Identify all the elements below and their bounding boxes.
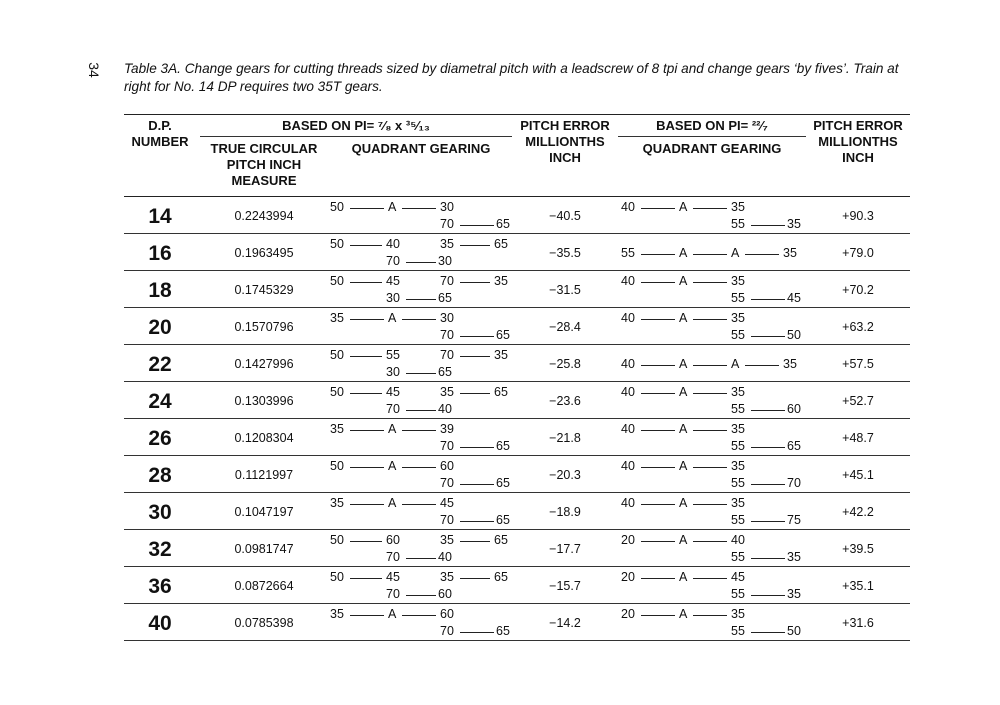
pi2-gear-stud: 35	[731, 200, 745, 214]
pi2-gear-driver: 40	[621, 496, 635, 510]
table-row	[124, 382, 910, 419]
table-row	[124, 456, 910, 493]
pi2-gear-driven: 65	[787, 439, 801, 453]
pi1-gear-compound: 70	[440, 513, 454, 527]
pitch-measure: 0.1745329	[234, 283, 294, 297]
pi1-gear-link	[350, 356, 382, 357]
pi2-gear-link	[693, 393, 727, 394]
pi2-gear-driven: 35	[783, 246, 797, 260]
pi1-gear-link	[350, 282, 382, 283]
header-error2: PITCH ERROR MILLIONTHS INCH	[813, 118, 903, 165]
pi2-gear-compound: 55	[731, 587, 745, 601]
pi2-gear-driven: 45	[787, 291, 801, 305]
pi2-gear-link	[641, 282, 675, 283]
pi2-gear-link	[641, 467, 675, 468]
pi2-gear-compound: 55	[731, 624, 745, 638]
header-error1: PITCH ERROR MILLIONTHS INCH	[520, 118, 610, 165]
pi1-gear-stud: 30	[440, 311, 454, 325]
pi1-gear-driven: 65	[496, 439, 510, 453]
pitch-error-2: +79.0	[842, 246, 874, 260]
pi2-gear-stud: 35	[731, 496, 745, 510]
pi1-gear-driver: 35	[330, 607, 344, 621]
pi1-gear-stud: 40	[386, 237, 400, 251]
pi2-gear-idler: A	[679, 311, 688, 325]
pi2-gear-link	[693, 254, 727, 255]
pi2-gear-link	[641, 578, 675, 579]
pitch-measure: 0.2243994	[234, 209, 294, 223]
pitch-measure: 0.1570796	[234, 320, 294, 334]
pitch-error-1: −31.5	[549, 283, 581, 297]
table-row	[124, 530, 910, 567]
pi1-gear-stud: 60	[440, 459, 454, 473]
pi2-gear-driven: 60	[787, 402, 801, 416]
pi1-gear-driven: 65	[496, 513, 510, 527]
pi1-gear-driver: 35	[330, 496, 344, 510]
pi1-gear-idler: A	[388, 311, 397, 325]
dp-number: 18	[148, 279, 172, 302]
table-row	[124, 345, 910, 382]
pitch-measure: 0.0981747	[234, 542, 294, 556]
pi1-gear-link	[350, 393, 382, 394]
pi1-gear-stud: 60	[386, 533, 400, 547]
pi2-gear-driven: 50	[787, 328, 801, 342]
pi1-gear-stud: 45	[386, 274, 400, 288]
pi2-gear-link	[751, 484, 785, 485]
pi1-gear-link	[460, 484, 494, 485]
pi1-gear-idler: A	[388, 459, 397, 473]
pi2-gear-stud: 35	[731, 385, 745, 399]
pi2-gear-idler: A	[679, 246, 688, 260]
pitch-error-2: +35.1	[842, 579, 874, 593]
pi2-gear-compound: 55	[731, 291, 745, 305]
pitch-error-1: −14.2	[549, 616, 581, 630]
pi2-gear-driver: 40	[621, 459, 635, 473]
pi2-gear-link	[641, 319, 675, 320]
table-row	[124, 234, 910, 271]
pi1-gear-driver: 50	[330, 385, 344, 399]
pi1-gear-compound: 35	[440, 237, 454, 251]
page-number: 34	[85, 62, 102, 78]
pi1-gear-link	[402, 467, 436, 468]
pi2-gear-compound: 55	[731, 550, 745, 564]
pi2-gear-driven: 50	[787, 624, 801, 638]
pi2-gear-link	[693, 208, 727, 209]
pi2-gear-idler: A	[679, 357, 688, 371]
table-top-rule	[124, 114, 910, 115]
pi1-gear-link	[460, 282, 490, 283]
pitch-error-2: +52.7	[842, 394, 874, 408]
pi2-gear-link	[751, 632, 785, 633]
pi2-gear-idler: A	[731, 246, 740, 260]
pi1-gear-compound: 70	[440, 624, 454, 638]
dp-number: 24	[148, 390, 172, 413]
pi2-gear-link	[641, 208, 675, 209]
pi1-gear-link	[406, 410, 436, 411]
pi2-gear-driver: 40	[621, 385, 635, 399]
pi1-gear-idler: A	[388, 496, 397, 510]
pi1-gear-link	[406, 299, 436, 300]
pi1-gear-link	[402, 208, 436, 209]
pi1-gear-idler: A	[388, 422, 397, 436]
pi1-gear-driver: 50	[330, 533, 344, 547]
table-row	[124, 271, 910, 308]
pi2-gear-compound: 55	[731, 217, 745, 231]
pi1-gear-lower-a: 70	[386, 587, 400, 601]
pi2-gear-stud: 35	[731, 607, 745, 621]
pi1-gear-compound: 35	[440, 570, 454, 584]
pi2-gear-stud: 35	[731, 422, 745, 436]
pi1-gear-lower-a: 70	[386, 402, 400, 416]
pi1-gear-link	[460, 336, 494, 337]
pi2-gear-compound: 55	[731, 513, 745, 527]
pi1-gear-stud: 45	[386, 570, 400, 584]
pitch-measure: 0.0872664	[234, 579, 294, 593]
pi1-gear-link	[350, 430, 384, 431]
pitch-error-1: −40.5	[549, 209, 581, 223]
dp-number: 22	[148, 353, 172, 376]
pi2-gear-idler: A	[679, 533, 688, 547]
table-row	[124, 493, 910, 530]
pi2-gear-stud: 35	[731, 274, 745, 288]
pi1-gear-link	[350, 319, 384, 320]
pi2-gear-driven: 35	[783, 357, 797, 371]
pi1-gear-driver: 50	[330, 459, 344, 473]
table-row	[124, 197, 910, 234]
pi1-gear-lower-b: 30	[438, 254, 452, 268]
pi1-gear-link	[460, 356, 490, 357]
pi1-gear-link	[460, 578, 490, 579]
dp-number: 16	[148, 242, 172, 265]
pi2-gear-compound: 55	[731, 402, 745, 416]
pitch-measure: 0.1208304	[234, 431, 294, 445]
pitch-error-2: +45.1	[842, 468, 874, 482]
pi1-gear-driven: 65	[496, 217, 510, 231]
pi1-gear-lower-b: 60	[438, 587, 452, 601]
pi2-gear-idler: A	[731, 357, 740, 371]
row-rule	[124, 640, 910, 641]
pi1-gear-link	[350, 467, 384, 468]
pi2-gear-link	[641, 393, 675, 394]
pi2-gear-link	[693, 615, 727, 616]
pi1-gear-link	[406, 595, 436, 596]
pi2-gear-link	[751, 299, 785, 300]
pi2-gear-driven: 35	[787, 217, 801, 231]
pitch-error-2: +42.2	[842, 505, 874, 519]
pitch-error-2: +70.2	[842, 283, 874, 297]
pi2-gear-link	[693, 541, 727, 542]
pi1-gear-link	[350, 578, 382, 579]
pi2-gear-link	[641, 365, 675, 366]
pi2-gear-link	[745, 254, 779, 255]
pi1-gear-link	[460, 447, 494, 448]
pi2-gear-link	[641, 254, 675, 255]
pitch-error-2: +90.3	[842, 209, 874, 223]
pi2-gear-link	[641, 615, 675, 616]
pi2-gear-link	[693, 578, 727, 579]
pi1-gear-driven: 65	[494, 533, 508, 547]
pi2-gear-link	[751, 336, 785, 337]
pi2-gear-driver: 40	[621, 274, 635, 288]
pi2-gear-driver: 20	[621, 570, 635, 584]
pitch-error-2: +57.5	[842, 357, 874, 371]
pi2-gear-idler: A	[679, 274, 688, 288]
pi1-gear-driven: 65	[496, 476, 510, 490]
pi2-gear-link	[641, 504, 675, 505]
pi1-gear-link	[460, 245, 490, 246]
pi1-gear-link	[402, 615, 436, 616]
pi1-gear-lower-a: 30	[386, 291, 400, 305]
pi2-gear-idler: A	[679, 607, 688, 621]
pi2-gear-link	[751, 595, 785, 596]
pitch-error-2: +48.7	[842, 431, 874, 445]
pi1-gear-lower-a: 30	[386, 365, 400, 379]
based1-underline	[200, 136, 512, 137]
pi1-gear-driver: 50	[330, 200, 344, 214]
pi2-gear-driver: 20	[621, 533, 635, 547]
pi2-gear-stud: 35	[731, 311, 745, 325]
pitch-measure: 0.1047197	[234, 505, 294, 519]
pitch-measure: 0.1121997	[234, 468, 294, 482]
pitch-measure: 0.0785398	[234, 616, 294, 630]
pi1-gear-link	[460, 632, 494, 633]
table-row	[124, 308, 910, 345]
pi2-gear-link	[693, 282, 727, 283]
pitch-error-1: −25.8	[549, 357, 581, 371]
pitch-error-2: +39.5	[842, 542, 874, 556]
pi2-gear-compound: 55	[731, 476, 745, 490]
pi1-gear-compound: 35	[440, 385, 454, 399]
pi1-gear-compound: 70	[440, 439, 454, 453]
pi2-gear-link	[751, 558, 785, 559]
pitch-measure: 0.1963495	[234, 246, 294, 260]
dp-number: 32	[148, 538, 172, 561]
pi1-gear-link	[402, 430, 436, 431]
header-true-measure: TRUE CIRCULAR PITCH INCH MEASURE	[210, 141, 318, 188]
pi1-gear-driven: 65	[494, 237, 508, 251]
pitch-measure: 0.1303996	[234, 394, 294, 408]
pi1-gear-link	[460, 225, 494, 226]
pi2-gear-link	[751, 521, 785, 522]
pi2-gear-driver: 40	[621, 311, 635, 325]
pi2-gear-driven: 70	[787, 476, 801, 490]
pi1-gear-compound: 35	[440, 533, 454, 547]
pi1-gear-idler: A	[388, 200, 397, 214]
pi1-gear-stud: 45	[440, 496, 454, 510]
pi2-gear-compound: 55	[731, 439, 745, 453]
pi1-gear-lower-a: 70	[386, 550, 400, 564]
pi2-gear-link	[745, 365, 779, 366]
pi2-gear-link	[693, 319, 727, 320]
pi1-gear-driven: 35	[494, 348, 508, 362]
pi1-gear-stud: 45	[386, 385, 400, 399]
pi1-gear-stud: 39	[440, 422, 454, 436]
pi2-gear-idler: A	[679, 459, 688, 473]
pi2-gear-driver: 20	[621, 607, 635, 621]
pi2-gear-driver: 55	[621, 246, 635, 260]
table-row	[124, 604, 910, 641]
pitch-error-1: −15.7	[549, 579, 581, 593]
pi1-gear-link	[406, 262, 436, 263]
pitch-error-1: −35.5	[549, 246, 581, 260]
pi1-gear-driven: 65	[496, 328, 510, 342]
pi2-gear-link	[693, 365, 727, 366]
pitch-error-1: −28.4	[549, 320, 581, 334]
pi1-gear-driver: 50	[330, 274, 344, 288]
pi1-gear-link	[406, 558, 436, 559]
pi2-gear-driver: 40	[621, 357, 635, 371]
pi1-gear-driver: 35	[330, 311, 344, 325]
pi2-gear-idler: A	[679, 496, 688, 510]
pi2-gear-driven: 35	[787, 550, 801, 564]
pi2-gear-link	[751, 225, 785, 226]
pi2-gear-driven: 35	[787, 587, 801, 601]
pi2-gear-driver: 40	[621, 422, 635, 436]
pi1-gear-driver: 50	[330, 570, 344, 584]
pi1-gear-link	[460, 393, 490, 394]
pi1-gear-link	[402, 319, 436, 320]
pitch-error-1: −21.8	[549, 431, 581, 445]
dp-number: 14	[148, 205, 172, 228]
dp-number: 26	[148, 427, 172, 450]
pitch-error-2: +63.2	[842, 320, 874, 334]
pi1-gear-stud: 30	[440, 200, 454, 214]
pi1-gear-link	[350, 615, 384, 616]
pi2-gear-stud: 35	[731, 459, 745, 473]
pi2-gear-driven: 75	[787, 513, 801, 527]
pi2-gear-idler: A	[679, 385, 688, 399]
dp-number: 20	[148, 316, 172, 339]
dp-number: 36	[148, 575, 172, 598]
pi2-gear-link	[693, 430, 727, 431]
pi2-gear-idler: A	[679, 570, 688, 584]
header-dp: D.P. NUMBER	[131, 118, 189, 149]
pi2-gear-stud: 45	[731, 570, 745, 584]
pi2-gear-idler: A	[679, 200, 688, 214]
pi2-gear-compound: 55	[731, 328, 745, 342]
pi2-gear-link	[641, 541, 675, 542]
pitch-error-1: −17.7	[549, 542, 581, 556]
header-based1: BASED ON PI= ⁷⁄₈ x ³⁵⁄₁₃	[282, 118, 430, 133]
pi1-gear-link	[406, 373, 436, 374]
pi2-gear-link	[693, 467, 727, 468]
pi1-gear-driver: 50	[330, 348, 344, 362]
dp-number: 40	[148, 612, 172, 635]
pi1-gear-link	[350, 541, 382, 542]
pitch-measure: 0.1427996	[234, 357, 294, 371]
based2-underline	[618, 136, 806, 137]
pi1-gear-idler: A	[388, 607, 397, 621]
pi1-gear-stud: 55	[386, 348, 400, 362]
pi1-gear-stud: 60	[440, 607, 454, 621]
pi2-gear-link	[751, 410, 785, 411]
header-quadrant2: QUADRANT GEARING	[642, 141, 782, 156]
pi1-gear-driver: 50	[330, 237, 344, 251]
pitch-error-1: −23.6	[549, 394, 581, 408]
pi1-gear-driven: 65	[496, 624, 510, 638]
pitch-error-1: −18.9	[549, 505, 581, 519]
dp-number: 30	[148, 501, 172, 524]
table-caption: Table 3A. Change gears for cutting threads sized by diametral pitch with a leadscrew of 8 tpi and change gears ‘by fives’. Train at right for No. 14 DP requires two 35T gears.	[124, 61, 899, 94]
pi1-gear-link	[350, 245, 382, 246]
pi1-gear-compound: 70	[440, 348, 454, 362]
pi1-gear-lower-b: 65	[438, 365, 452, 379]
header-based2: BASED ON PI= ²²⁄₇	[656, 118, 768, 133]
pi1-gear-driven: 65	[494, 385, 508, 399]
pi1-gear-compound: 70	[440, 476, 454, 490]
pi2-gear-link	[641, 430, 675, 431]
pi1-gear-compound: 70	[440, 328, 454, 342]
table-row	[124, 419, 910, 456]
header-quadrant1: QUADRANT GEARING	[351, 141, 491, 156]
table-row	[124, 567, 910, 604]
pi1-gear-lower-a: 70	[386, 254, 400, 268]
pi1-gear-link	[402, 504, 436, 505]
pi1-gear-driver: 35	[330, 422, 344, 436]
pi1-gear-lower-b: 40	[438, 550, 452, 564]
pi1-gear-lower-b: 40	[438, 402, 452, 416]
pi1-gear-compound: 70	[440, 274, 454, 288]
pitch-error-1: −20.3	[549, 468, 581, 482]
pi1-gear-driven: 35	[494, 274, 508, 288]
dp-number: 28	[148, 464, 172, 487]
pi1-gear-link	[460, 541, 490, 542]
pi1-gear-link	[350, 208, 384, 209]
pi2-gear-driver: 40	[621, 200, 635, 214]
pi2-gear-link	[751, 447, 785, 448]
pi1-gear-driven: 65	[494, 570, 508, 584]
pi2-gear-link	[693, 504, 727, 505]
pi1-gear-link	[460, 521, 494, 522]
pi1-gear-compound: 70	[440, 217, 454, 231]
pi2-gear-stud: 40	[731, 533, 745, 547]
pi2-gear-idler: A	[679, 422, 688, 436]
pi1-gear-link	[350, 504, 384, 505]
pi1-gear-lower-b: 65	[438, 291, 452, 305]
pitch-error-2: +31.6	[842, 616, 874, 630]
